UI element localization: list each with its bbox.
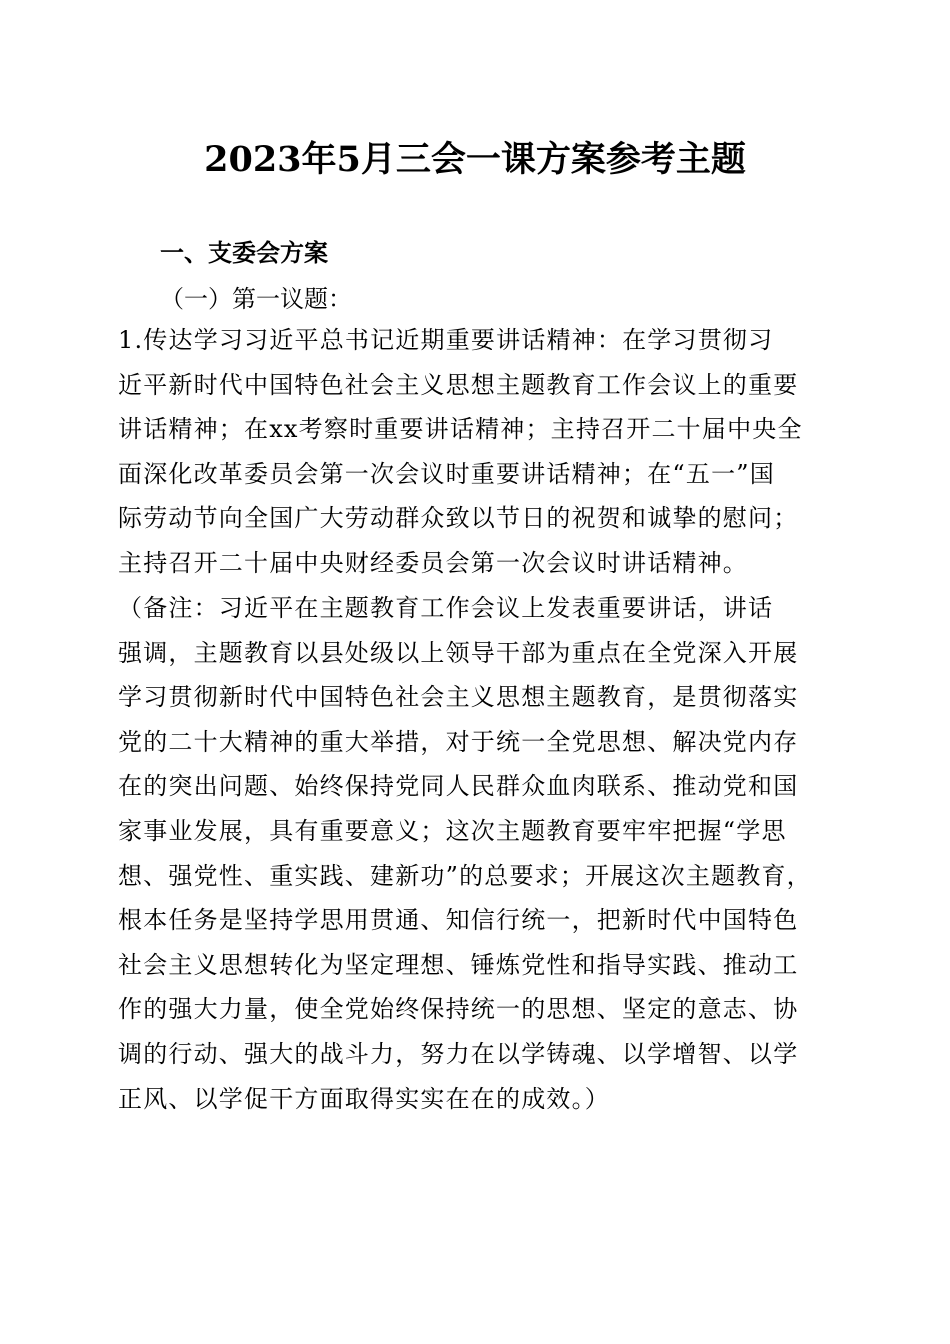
text-line: 面深化改革委员会第一次会议时重要讲话精神；在“五一”国 (118, 459, 775, 488)
text-line: 讲话精神；在xx考察时重要讲话精神；主持召开二十届中央全 (118, 415, 803, 444)
text-line: 家事业发展，具有重要意义；这次主题教育要牢牢把握“学思 (118, 816, 787, 845)
paragraph-remark (118, 586, 838, 1121)
text-line: 强调，主题教育以县处级以上领导干部为重点在全党深入开展 (118, 638, 799, 667)
paragraph-agenda-item-1 (118, 318, 838, 586)
section-heading: 一、支委会方案 (160, 239, 328, 267)
subheading: （一）第一议题： (160, 285, 352, 313)
text-line: 际劳动节向全国广大劳动群众致以节日的祝贺和诚挚的慰问； (118, 504, 799, 533)
text-line: 作的强大力量，使全党始终保持统一的思想、坚定的意志、协 (118, 995, 799, 1024)
text-line: 党的二十大精神的重大举措，对于统一全党思想、解决党内存 (118, 727, 799, 756)
text-line: 根本任务是坚持学思用贯通、知信行统一，把新时代中国特色 (118, 906, 799, 935)
document-title: 2023年5月三会一课方案参考主题 (204, 139, 746, 180)
text-line: 主持召开二十届中央财经委员会第一次会议时讲话精神。 (118, 548, 748, 577)
text-line: 学习贯彻新时代中国特色社会主义思想主题教育，是贯彻落实 (118, 683, 799, 712)
text-line: 想、强党性、重实践、建新功”的总要求；开展这次主题教育， (118, 861, 812, 890)
text-line: （备注：习近平在主题教育工作会议上发表重要讲话，讲话 (118, 594, 774, 622)
text-line: 在的突出问题、始终保持党同人民群众血肉联系、推动党和国 (118, 772, 799, 801)
text-line: 调的行动、强大的战斗力，努力在以学铸魂、以学增智、以学 (118, 1039, 799, 1068)
text-line: 正风、以学促干方面取得实实在在的成效。） (118, 1084, 610, 1113)
text-line: 社会主义思想转化为坚定理想、锤炼党性和指导实践、推动工 (118, 950, 799, 979)
text-line: 1.传达学习习近平总书记近期重要讲话精神：在学习贯彻习 (118, 326, 774, 354)
text-line: 近平新时代中国特色社会主义思想主题教育工作会议上的重要 (118, 370, 799, 399)
